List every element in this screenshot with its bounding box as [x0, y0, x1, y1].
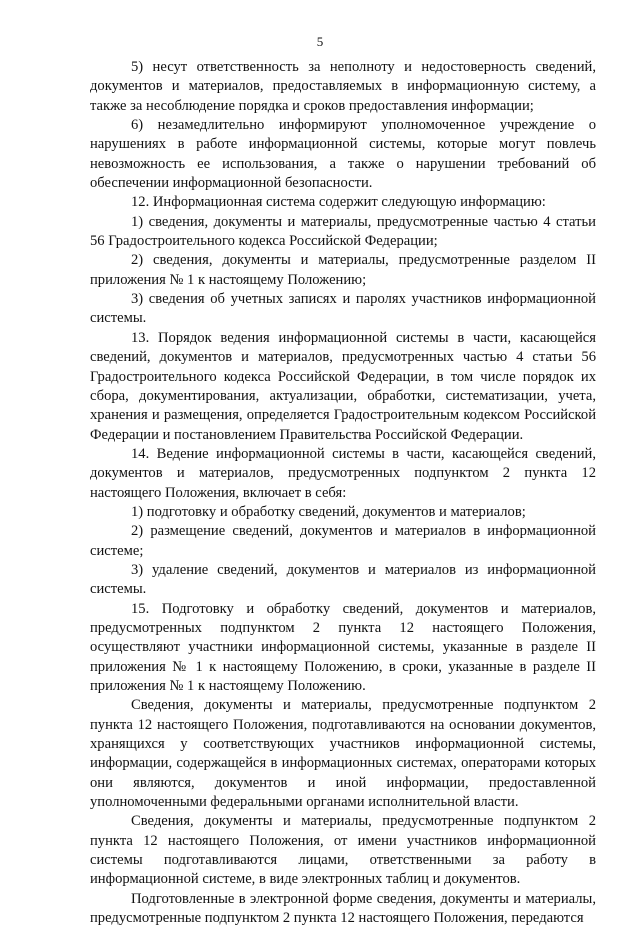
- paragraph-14-item-2: 2) размещение сведений, документов и материалов в информационной системе;: [90, 523, 596, 559]
- paragraph-15-responsible: Сведения, документы и материалы, предусмотренные подпунктом 2 пункта 12 настоящего Положения, от имени участников информационной системы подготавливаются лицами, ответственными за работу в информационной системе, в виде электронных таблиц и документов.: [90, 813, 596, 888]
- paragraph-12-item-3: 3) сведения об учетных записях и паролях участников информационной системы.: [90, 291, 596, 327]
- paragraph-section-13: 13. Порядок ведения информационной системы в части, касающейся сведений, документов и материалов, предусмотренных частью 4 статьи 56 Градостроительного кодекса Российской Федерации, в том числе порядок их сбора, документирования, актуализации, обработки, систематизации, учета, хранения и размещения, определяется Градостроительным кодексом Российской Федерации и постановлением Правительства Российской Федерации.: [90, 329, 596, 443]
- paragraph-14-item-3: 3) удаление сведений, документов и материалов из информационной системы.: [90, 561, 596, 598]
- paragraph-12-item-2: 2) сведения, документы и материалы, предусмотренные разделом II приложения № 1 к настоящему Положению;: [90, 252, 596, 288]
- paragraph-section-14: 14. Ведение информационной системы в части, касающейся сведений, документов и материалов, предусмотренных подпунктом 2 пункта 12 настоящего Положения, включает в себя:: [90, 445, 596, 501]
- page-number: 5: [316, 34, 324, 49]
- paragraph-12-item-1: 1) сведения, документы и материалы, предусмотренные частью 4 статьи 56 Градостроительного кодекса Российской Федерации;: [90, 213, 596, 250]
- paragraph-item-5: 5) несут ответственность за неполноту и недостоверность сведений, документов и материалов, предоставляемых в информационную систему, а также за несоблюдение порядка и сроков предоставления информации;: [90, 59, 596, 114]
- paragraph-section-15: 15. Подготовку и обработку сведений, документов и материалов, предусмотренных подпунктом 2 пункта 12 настоящего Положения, осуществляют участники информационной системы, указанные в разделе II приложения № 1 к настоящему Положению, в сроки, указанные в разделе II приложения № 1 к настоящему Положению.: [90, 600, 596, 694]
- document-body: [90, 58, 596, 928]
- paragraph-15-transfer: Подготовленные в электронной форме сведения, документы и материалы, предусмотренные подпунктом 2 пункта 12 настоящего Положения, передаются: [90, 890, 596, 927]
- paragraph-15-sources: Сведения, документы и материалы, предусмотренные подпунктом 2 пункта 12 настоящего Положения, подготавливаются на основании документов, хранящихся у соответствующих участников информационной системы, информации, содержащейся в информационных системах, операторами которых они являются, документов и иной информации, предоставленной уполномоченными федеральными органами исполнительной власти.: [90, 697, 596, 811]
- paragraph-14-item-1: 1) подготовку и обработку сведений, документов и материалов;: [131, 503, 526, 520]
- paragraph-item-6: 6) незамедлительно информируют уполномоченное учреждение о нарушениях в работе информационной системы, которые могут повлечь невозможность ее использования, а также о нарушении требований об обеспечении информационной безопасности.: [90, 117, 596, 192]
- paragraph-section-12: 12. Информационная система содержит следующую информацию:: [131, 194, 546, 211]
